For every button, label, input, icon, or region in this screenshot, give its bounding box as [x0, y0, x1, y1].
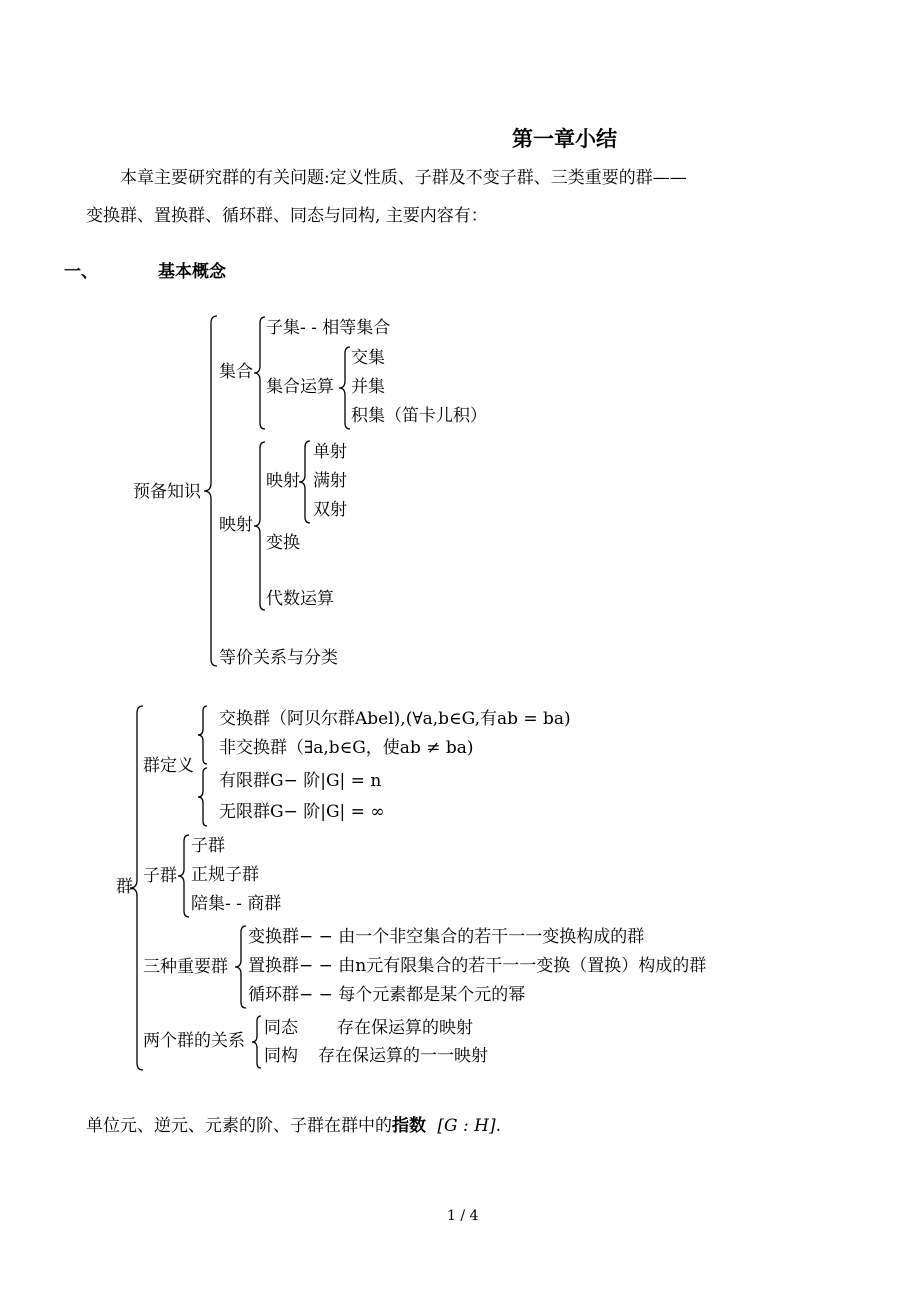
subset-item: 子集- - 相等集合 [266, 318, 391, 338]
subgroup-label: 子群 [143, 866, 177, 886]
homomorphism-name: 同态 [264, 1018, 298, 1038]
set-op-intersection: 交集 [351, 348, 385, 368]
transformation-group-item: 变换群− − 由一个非空集合的若干一一变换构成的群 [248, 927, 645, 947]
normal-subgroup-item: 正规子群 [191, 865, 259, 885]
index-term: 指数 [392, 1116, 426, 1136]
subgroup-brace [177, 834, 191, 918]
intro-line-1: 本章主要研究群的有关问题:定义性质、子群及不变子群、三类重要的群—— [120, 168, 687, 188]
group-root: 群 [116, 877, 133, 897]
index-notation: [G : H] [437, 1116, 496, 1136]
map-kind-surjective: 满射 [313, 471, 347, 491]
isomorphism-desc: 存在保运算的一一映射 [318, 1046, 488, 1066]
permutation-group-item: 置换群− − 由n元有限集合的若干一一变换（置换）构成的群 [248, 956, 707, 976]
set-label: 集合 [219, 362, 253, 382]
relation-brace [251, 1015, 263, 1069]
map-kind-injective: 单射 [313, 442, 347, 462]
coset-item: 陪集- - 商群 [191, 894, 282, 914]
commutative-brace [197, 705, 209, 765]
group-def-label: 群定义 [143, 756, 194, 776]
isomorphism-name: 同构 [264, 1046, 298, 1066]
map-kind-bijective: 双射 [313, 500, 347, 520]
map-brace [253, 441, 267, 611]
equivalence-item: 等价关系与分类 [219, 648, 338, 668]
nonabelian-group-item: 非交换群（∃a,b∈G，使ab ≠ ba) [219, 738, 474, 758]
intro-line-2: 变换群、置换群、循环群、同态与同构, 主要内容有： [86, 206, 488, 226]
set-ops-brace [338, 346, 352, 430]
subgroup-item: 子群 [191, 836, 225, 856]
set-op-product: 积集（笛卡儿积） [351, 406, 487, 426]
summary-text: 单位元、逆元、元素的阶、子群在群中的 [86, 1116, 392, 1136]
section-heading: 基本概念 [158, 262, 226, 282]
summary-line [86, 1116, 501, 1136]
section-number: 一、 [64, 262, 98, 282]
set-ops-label: 集合运算 [266, 377, 334, 397]
order-brace [197, 767, 209, 827]
important-groups-brace [234, 925, 248, 1009]
important-groups-label: 三种重要群 [143, 957, 228, 977]
set-brace [253, 316, 267, 430]
finite-group-item: 有限群G− 阶|G| = n [219, 771, 382, 791]
map-kind-brace [298, 440, 312, 524]
page-title: 第一章小结 [512, 127, 617, 151]
prelim-brace [203, 315, 219, 667]
transform-item: 变换 [266, 533, 300, 553]
set-op-union: 并集 [351, 377, 385, 397]
homomorphism-desc: 存在保运算的映射 [337, 1018, 473, 1038]
cyclic-group-item: 循环群− − 每个元素都是某个元的幂 [248, 985, 526, 1005]
prelim-root: 预备知识 [133, 482, 201, 502]
map-sub-label: 映射 [266, 471, 300, 491]
infinite-group-item: 无限群G− 阶|G| = ∞ [219, 802, 385, 822]
summary-period: . [495, 1116, 502, 1136]
algebra-op-item: 代数运算 [266, 589, 334, 609]
page-number: 1 / 4 [447, 1208, 479, 1224]
abelian-group-item: 交换群（阿贝尔群Abel),(∀a,b∈G,有ab = ba) [219, 709, 571, 729]
relation-label: 两个群的关系 [143, 1031, 245, 1051]
map-label: 映射 [219, 515, 253, 535]
